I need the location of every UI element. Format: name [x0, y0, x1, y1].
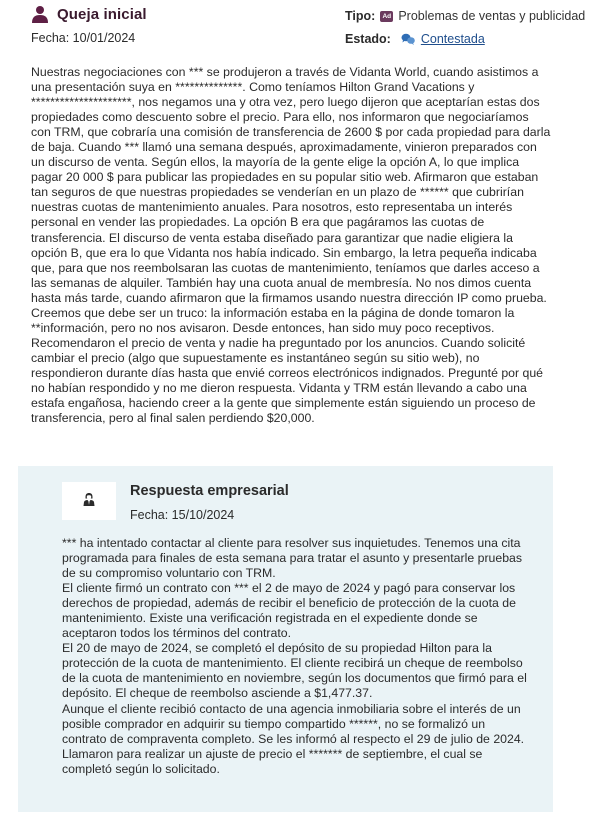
business-person-icon: [82, 492, 96, 511]
complaint-date: Fecha: 10/01/2024: [31, 31, 136, 45]
chat-bubbles-icon: [401, 33, 415, 45]
business-response-panel: [18, 466, 553, 812]
response-icon-box: [62, 482, 116, 520]
response-body: [62, 536, 532, 777]
type-value: Problemas de ventas y publicidad: [398, 9, 586, 23]
complaint-header: [0, 0, 610, 60]
advertising-icon: Ad: [380, 11, 393, 22]
complaint-body: Nuestras negociaciones con *** se produjeron a través de Vidanta World, cuando asistimos a una presentación suya en **************. Como teníamos Hilton Grand Vacations y *********************, nos negamos una y otra vez, pero luego dijeron que aceptarían estas dos propiedades como descuento sobre el precio. Para ello, nos informaron que negociaríamos con TRM, que cobraría una comisión de transferencia de 2600 $ por cada propiedad para darla de baja. Cuando *** llamó una semana después, aproximadamente, vinieron preparados con un discurso de venta. Según ellos, la mayoría de la gente elige la opción A, lo que implica pagar 20 000 $ para publicar las propiedades en su popular sitio web. Afirmaron que estaban tan seguros de que nuestras propiedades se venderían en un plazo de ****** que cubrirían nuestras cuotas de mantenimiento anuales. Para nosotros, esto representaba un interés personal en vender las propiedades. La opción B era que pagáramos las cuotas de transferencia. El discurso de venta estaba diseñado para garantizar que nadie eligiera la opción B, que era lo que Vidanta nos había indicado. Sin embargo, la letra pequeña indicaba que, para que nos reembolsaran las cuotas de mantenimiento, teníamos que darles acceso a las semanas de alquiler. También hay una cuota anual de membresía. No nos dimos cuenta hasta más tarde, cuando afirmaron que la firmamos usando nuestra dirección IP como prueba. Creemos que debe ser un truco: la información estaba en la página de donde tomaron la **información, pero no nos avisaron. Desde entonces, han sido muy poco receptivos. Recomendaron el precio de venta y nadie ha preguntado por los anuncios. Cuando solicité cambiar el precio (algo que supuestamente es instantáneo según su sitio web), no respondieron durante días hasta que envié correos electrónicos indignados. Pregunté por qué no habían respondido y no me dieron respuesta. Vidanta y TRM están llevando a cabo una estafa engañosa, haciendo creer a la gente que simplemente están siguiendo un proceso de transferencia, pero al final salen perdiendo $20,000.: [31, 65, 551, 426]
status-row: [345, 31, 585, 47]
response-paragraph: *** ha intentado contactar al cliente para resolver sus inquietudes. Tenemos una cita programada para finales de esta semana para tratar el asunto y presentarle pruebas de su compromiso voluntario con TRM.: [62, 536, 523, 581]
complaint-title-row: [31, 5, 147, 23]
response-date: Fecha: 15/10/2024: [130, 508, 235, 522]
response-paragraph: El 20 de mayo de 2024, se completó el depósito de su propiedad Hilton para la protección de la cuota de mantenimiento. El cliente recibirá un cheque de reembolso de la cuota de mantenimiento en noviembre, según los documentos que firmó para el depósito. El cheque de reembolso asciende a $1,477.37.: [62, 641, 527, 701]
complaint-title: Queja inicial: [57, 5, 147, 23]
complaint-meta: [345, 8, 585, 54]
type-label: Tipo:: [345, 9, 376, 23]
type-row: [345, 8, 585, 24]
status-label: Estado:: [345, 32, 391, 46]
response-title: Respuesta empresarial: [130, 483, 289, 499]
response-paragraph: Aunque el cliente recibió contacto de una agencia inmobiliaria sobre el interés de un posible comprador en adquirir su tiempo compartido ******, no se formalizó un contrato de compraventa completo. Se les informó al respecto el 29 de julio de 2024.: [62, 701, 525, 746]
person-icon: [31, 5, 49, 23]
response-paragraph: El cliente firmó un contrato con *** el 2 de mayo de 2024 y pagó para conservar los derechos de propiedad, además de recibir el beneficio de protección de la cuota de mantenimiento. Existe una verificación registrada en el expediente donde se aceptaron todos los términos del contrato.: [62, 581, 516, 641]
response-paragraph: Llamaron para realizar un ajuste de precio el ******* de septiembre, el cual se completó según lo solicitado.: [62, 746, 483, 776]
status-link[interactable]: Contestada: [420, 32, 485, 46]
